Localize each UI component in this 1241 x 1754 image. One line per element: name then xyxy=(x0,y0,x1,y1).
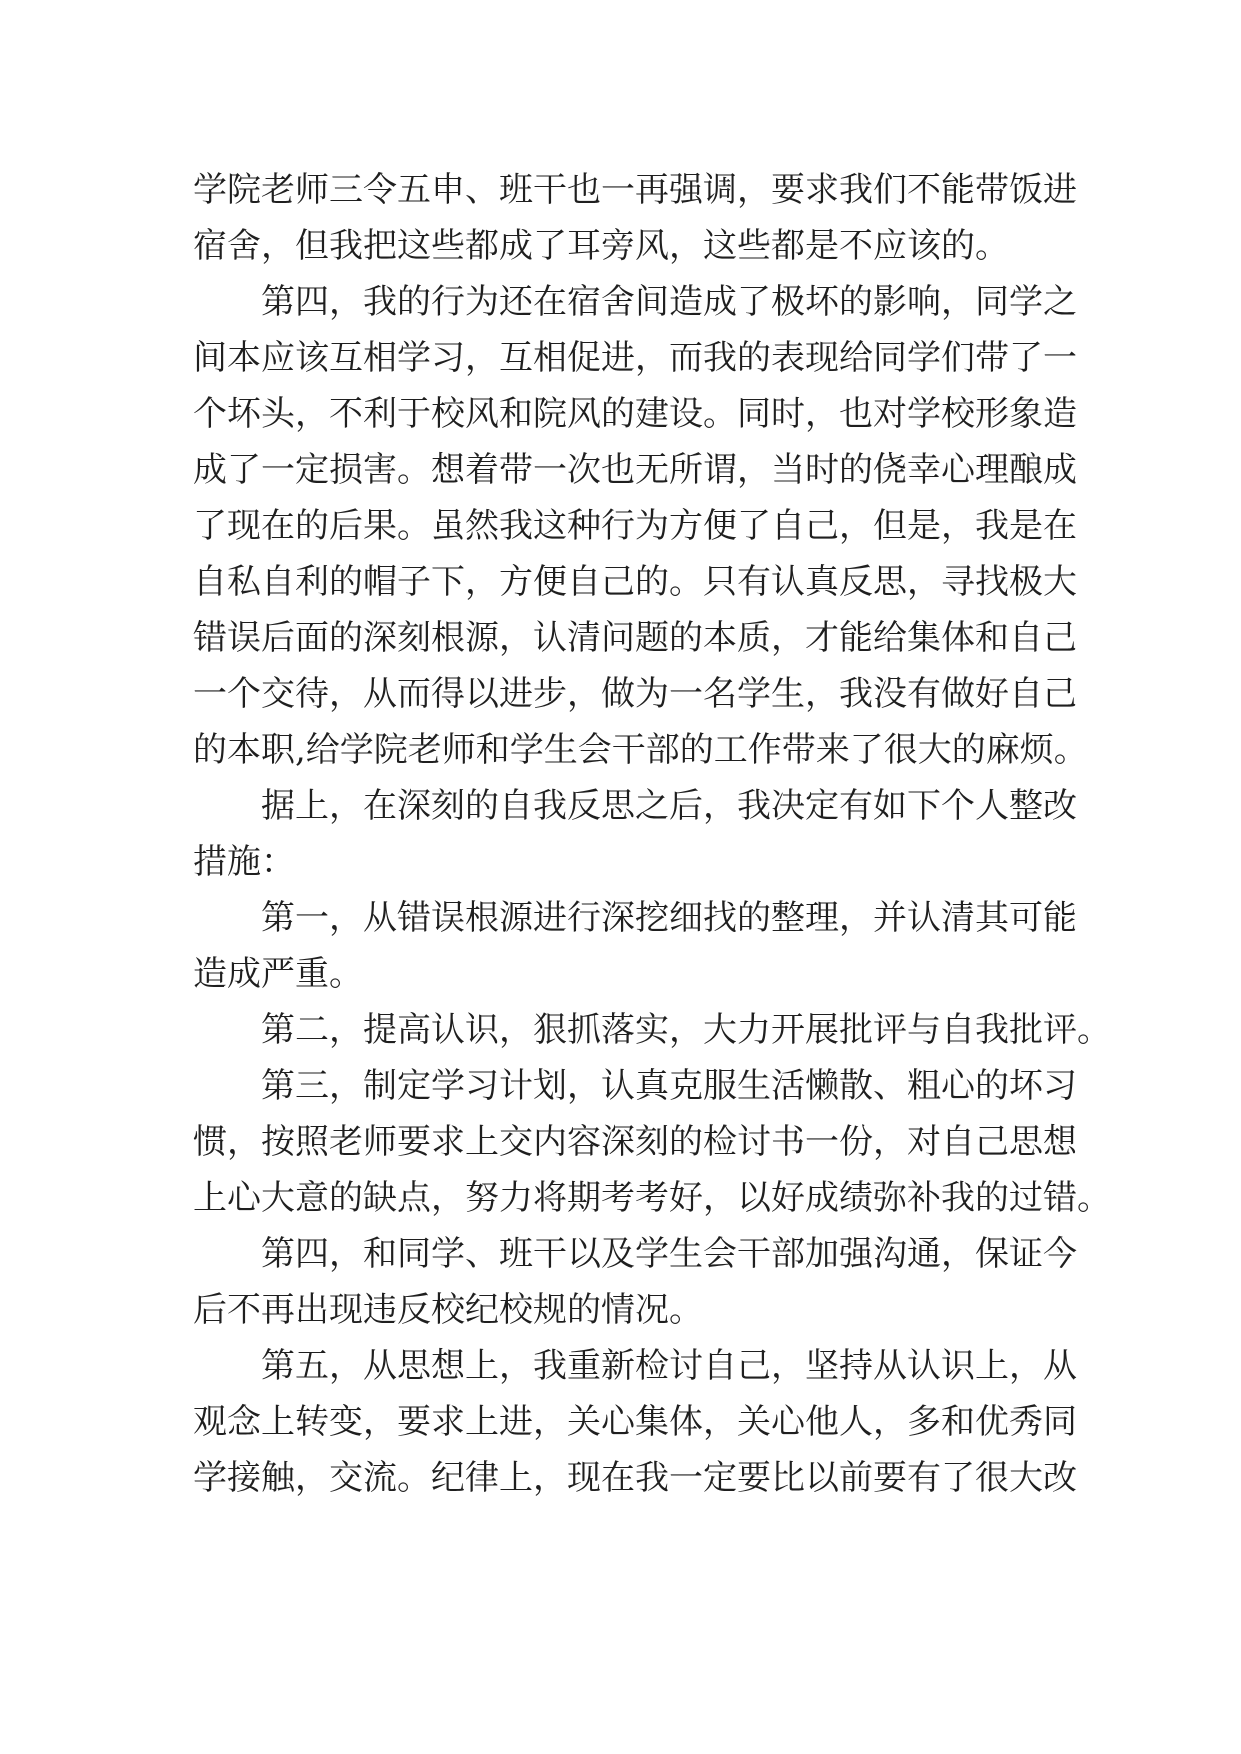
text-line: 一个交待，从而得以进步，做为一名学生，我没有做好自己 xyxy=(193,674,1077,714)
text-line: 惯，按照老师要求上交内容深刻的检讨书一份，对自己思想 xyxy=(193,1122,1077,1162)
text-line: 学院老师三令五申、班干也一再强调，要求我们不能带饭进 xyxy=(193,170,1077,210)
document-body xyxy=(193,162,1111,1506)
text-line: 个坏头，不利于校风和院风的建设。同时，也对学校形象造 xyxy=(193,394,1077,434)
text-line: 第四，我的行为还在宿舍间造成了极坏的影响，同学之 xyxy=(261,282,1077,322)
text-line: 了现在的后果。虽然我这种行为方便了自己，但是，我是在 xyxy=(193,506,1077,546)
text-line: 第二，提高认识，狠抓落实，大力开展批评与自我批评。 xyxy=(261,1010,1111,1050)
text-line: 第一，从错误根源进行深挖细找的整理，并认清其可能 xyxy=(261,898,1077,938)
text-line: 造成严重。 xyxy=(193,954,363,994)
text-line: 自私自利的帽子下，方便自己的。只有认真反思，寻找极大 xyxy=(193,562,1077,602)
text-line: 宿舍，但我把这些都成了耳旁风，这些都是不应该的。 xyxy=(193,226,1009,266)
text-line: 第三，制定学习计划，认真克服生活懒散、粗心的坏习 xyxy=(261,1066,1077,1106)
text-line: 错误后面的深刻根源，认清问题的本质，才能给集体和自己 xyxy=(193,618,1077,658)
text-line: 据上，在深刻的自我反思之后，我决定有如下个人整改 xyxy=(261,786,1077,826)
text-line: 后不再出现违反校纪校规的情况。 xyxy=(193,1290,703,1330)
text-line: 措施： xyxy=(193,842,295,882)
text-line: 观念上转变，要求上进，关心集体，关心他人，多和优秀同 xyxy=(193,1402,1077,1442)
text-line: 学接触，交流。纪律上，现在我一定要比以前要有了很大改 xyxy=(193,1458,1077,1498)
text-line: 第四，和同学、班干以及学生会干部加强沟通，保证今 xyxy=(261,1234,1077,1274)
text-line: 上心大意的缺点，努力将期考考好，以好成绩弥补我的过错。 xyxy=(193,1178,1111,1218)
text-line: 成了一定损害。想着带一次也无所谓，当时的侥幸心理酿成 xyxy=(193,450,1077,490)
text-line: 的本职,给学院老师和学生会干部的工作带来了很大的麻烦。 xyxy=(193,730,1088,770)
text-line: 第五，从思想上，我重新检讨自己，坚持从认识上，从 xyxy=(261,1346,1077,1386)
text-line: 间本应该互相学习，互相促进，而我的表现给同学们带了一 xyxy=(193,338,1077,378)
